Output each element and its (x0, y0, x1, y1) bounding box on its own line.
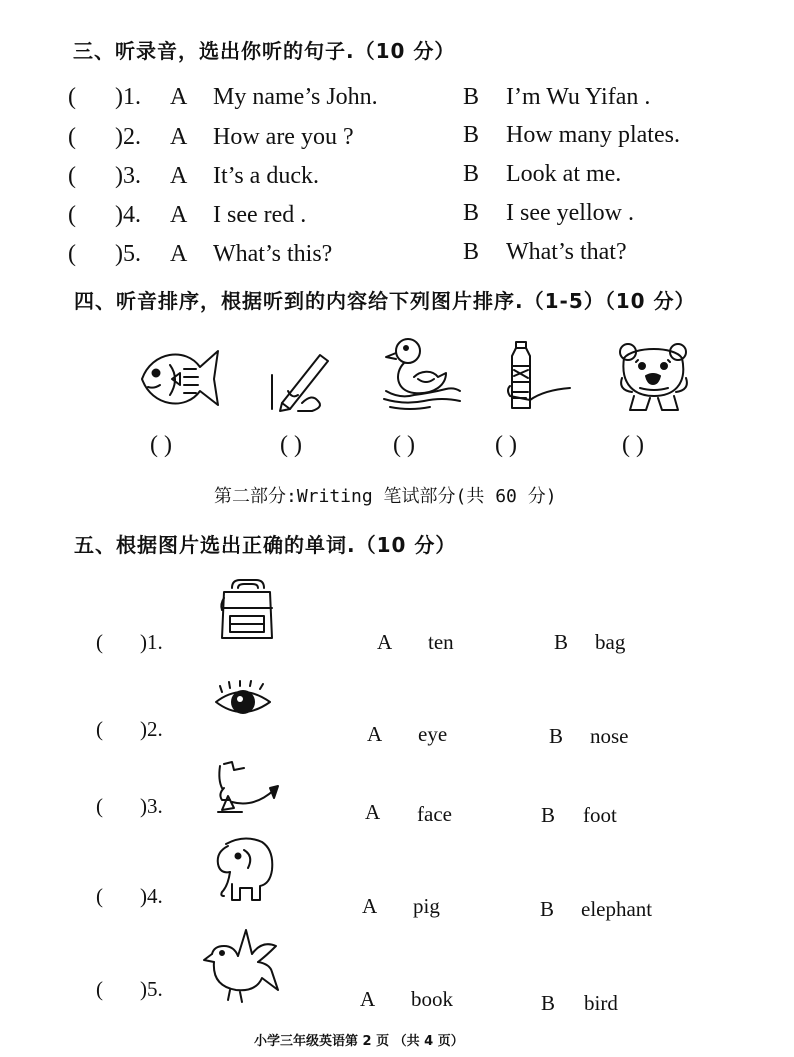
option-a-text: It’s a duck. (213, 163, 319, 189)
section4-title: 四、听音排序，根据听到的内容给下列图片排序.（1-5）（10 分） (74, 289, 696, 313)
option-a-label: A (362, 894, 378, 918)
eye-icon (212, 682, 274, 720)
foot-icon (214, 760, 284, 816)
bear-icon (616, 338, 692, 414)
answer-paren[interactable]: ( (96, 630, 103, 654)
item-number: )5. (140, 977, 163, 1001)
bird-icon (200, 926, 280, 1004)
item-number: )2. (115, 124, 141, 150)
option-a-word: pig (413, 894, 440, 918)
item-number: )5. (115, 241, 141, 267)
option-b-text: Look at me. (506, 161, 622, 187)
part2-title: 第二部分:Writing 笔试部分(共 60 分) (214, 486, 557, 507)
order-blank[interactable]: ( ) (495, 432, 517, 458)
option-b-label: B (541, 991, 556, 1015)
order-blank[interactable]: ( ) (622, 432, 644, 458)
option-a-label: A (367, 722, 383, 746)
order-blank[interactable]: ( ) (280, 432, 302, 458)
answer-paren[interactable]: ( (68, 202, 76, 228)
item-number: )3. (140, 794, 163, 818)
item-number: )3. (115, 163, 141, 189)
bottle-icon (500, 338, 572, 414)
option-b-text: I see yellow . (506, 200, 634, 226)
answer-paren[interactable]: ( (68, 124, 76, 150)
order-blank[interactable]: ( ) (150, 432, 172, 458)
fish-icon (138, 343, 222, 415)
option-b-label: B (463, 161, 480, 187)
option-b-label: B (540, 897, 555, 921)
option-b-word: bag (595, 630, 626, 654)
answer-paren[interactable]: ( (96, 794, 103, 818)
option-a-label: A (170, 241, 188, 267)
option-b-text: How many plates. (506, 122, 680, 148)
item-number: )2. (140, 717, 163, 741)
option-a-word: ten (428, 630, 454, 654)
answer-paren[interactable]: ( (96, 884, 103, 908)
option-b-text: I’m Wu Yifan . (506, 84, 651, 110)
option-b-word: bird (584, 991, 618, 1015)
duck-icon (380, 333, 464, 413)
answer-paren[interactable]: ( (96, 717, 103, 741)
item-number: )1. (115, 84, 141, 110)
page-footer: 小学三年级英语第 2 页 （共 4 页） (254, 1034, 464, 1049)
option-b-label: B (463, 239, 480, 265)
elephant-icon (214, 834, 276, 906)
option-b-label: B (463, 122, 480, 148)
option-a-label: A (170, 84, 188, 110)
option-a-text: My name’s John. (213, 84, 378, 110)
option-b-label: B (549, 724, 564, 748)
option-b-word: elephant (581, 897, 653, 921)
option-a-word: face (417, 802, 452, 826)
option-b-label: B (463, 200, 480, 226)
answer-paren[interactable]: ( (68, 84, 76, 110)
option-a-label: A (170, 202, 188, 228)
option-a-label: A (365, 800, 381, 824)
order-blank[interactable]: ( ) (393, 432, 415, 458)
item-number: )4. (115, 202, 141, 228)
option-b-label: B (541, 803, 556, 827)
option-a-text: How are you ? (213, 124, 354, 150)
option-a-label: A (170, 163, 188, 189)
option-a-label: A (360, 987, 376, 1011)
answer-paren[interactable]: ( (68, 163, 76, 189)
option-b-text: What’s that? (506, 239, 627, 265)
option-b-label: B (463, 84, 480, 110)
option-b-word: nose (590, 724, 629, 748)
pen-icon (268, 345, 332, 413)
bag-icon (218, 578, 276, 642)
option-b-label: B (554, 630, 569, 654)
answer-paren[interactable]: ( (96, 977, 103, 1001)
item-number: )1. (140, 630, 163, 654)
answer-paren[interactable]: ( (68, 241, 76, 267)
option-a-text: I see red . (213, 202, 307, 228)
option-a-word: book (411, 987, 453, 1011)
option-a-text: What’s this? (213, 241, 333, 267)
option-a-label: A (377, 630, 393, 654)
section3-title: 三、听录音，选出你听的句子.（10 分） (73, 39, 456, 63)
section5-title: 五、根据图片选出正确的单词.（10 分） (74, 533, 457, 557)
option-a-word: eye (418, 722, 448, 746)
option-a-label: A (170, 124, 188, 150)
item-number: )4. (140, 884, 163, 908)
option-b-word: foot (583, 803, 617, 827)
